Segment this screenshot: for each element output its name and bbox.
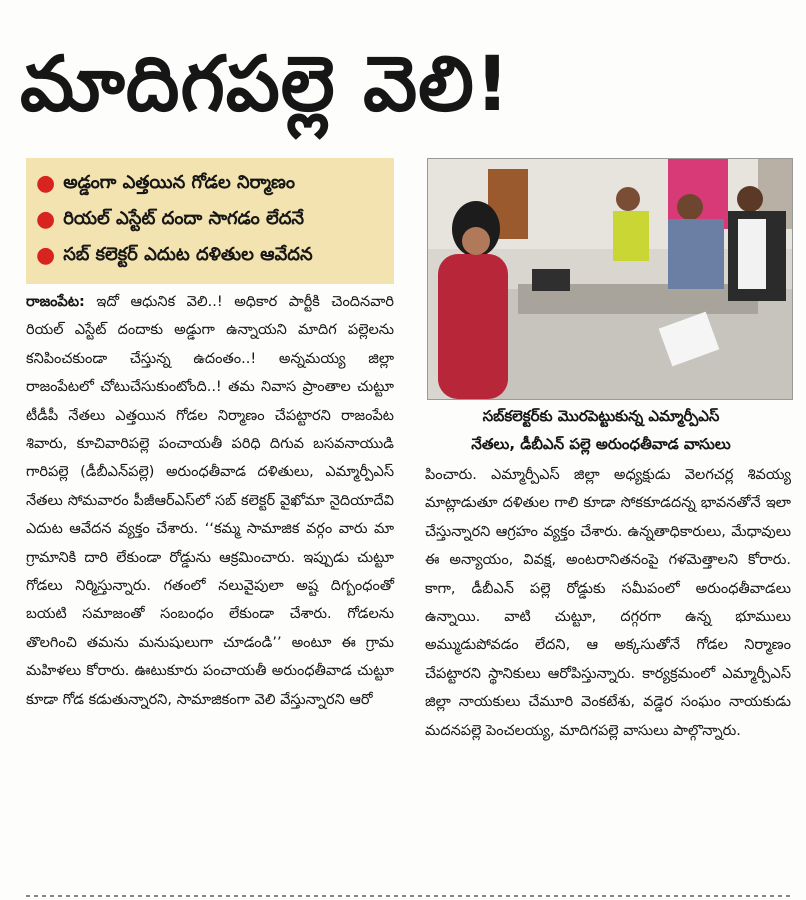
article-column-right xyxy=(425,461,791,745)
article-column-left xyxy=(26,288,394,714)
highlights-box xyxy=(26,158,394,284)
bullet-icon: ● xyxy=(36,207,56,232)
highlight-text: అడ్డంగా ఎత్తయిన గోడల నిర్మాణం xyxy=(63,171,296,193)
photo-caption-line: సబ్‌కలెక్టర్‌కు మొరపెట్టుకున్న ఎమ్మార్పీఎస్ xyxy=(482,407,720,425)
article-text-left: ఇదో ఆధునిక వెలి..! అధికార పార్టీకి చెందినవారి రియల్ ఎస్టేట్ దందాకు అడ్డుగా ఉన్నాయని మాదిగ పల్లెలను కనిపించకుండా చేస్తున్న ఉదంతం..! అన్నమయ్య జిల్లా రాజంపేటలో చోటుచేసుకుంటోంది..! తమ నివాస ప్రాంతాల చుట్టూ టీడీపీ నేతలు ఎత్తయిన గోడల నిర్మాణం చేపట్టారని రాజంపేట శివారు, కూచివారిపల్లె పంచాయతీ పరిధి దిగువ బసవనాయుడి గారిపల్లె (డీబీఎన్‌పల్లె) అరుంధతీవాడ దళితులు, ఎమ్మార్పీఎస్ నేతలు సోమవారం పీజీఆర్‌ఎస్‌లో సబ్ కలెక్టర్ వైఖోమా నైదియాదేవి ఎదుట ఆవేదన వ్యక్తం చేశారు. ‘‘కమ్మ సామాజిక వర్గం వారు మా గ్రామానికి దారి లేకుండా రోడ్డును ఆక్రమించారు. ఇప్పుడు చుట్టూ గోడలు నిర్మిస్తున్నారు. గతంలో నలువైపులా అష్ట దిగ్బంధంతో బయటి సమాజంతో సంబంధం లేకుండా చేశారు. గోడలను తొలగించి తమను మనుషులుగా చూడండి’’ అంటూ ఈ గ్రామ మహిళలు కోరారు. ఊటుకూరు పంచాయతీ అరుంధతీవాడ చుట్టూ కూడా గోడ కడుతున్నారని, సామాజికంగా వెలి వేస్తున్నారని ఆరో xyxy=(26,294,395,708)
article-text-right: పించారు. ఎమ్మార్పీఎస్ జిల్లా అధ్యక్షుడు వెలగచర్ల శివయ్య మాట్లాడుతూ దళితుల గాలి కూడా సోకకూడదన్న భావనతోనే ఇలా చేస్తున్నారని ఆగ్రహం వ్యక్తం చేశారు. ఉన్నతాధికారులు, మేధావులు ఈ అన్యాయం, వివక్ష, అంటరానితనంపై గళమెత్తాలని కోరారు. కాగా, డీబీఎన్ పల్లె రోడ్డుకు సమీపంలో అరుంధతీవాడలు ఉన్నాయి. వాటి చుట్టూ, దగ్గరగా ఉన్న భూములు అమ్ముడుపోవడం లేదని, ఆ అక్కసుతోనే గోడల నిర్మాణం చేపట్టారని స్థానికులు ఆరోపిస్తున్నారు. కార్యక్రమంలో ఎమ్మార్పీఎస్ జిల్లా నాయకులు చేమూరి వెంకటేశు, వడ్డెర సంఘం నాయకుడు మదనపల్లె పెంచలయ్య, మాదిగపల్లె వాసులు పాల్గొన్నారు. xyxy=(425,467,791,739)
bottom-divider xyxy=(26,895,791,897)
photo-caption-line: నేతలు, డీబీఎన్ పల్లె అరుంధతీవాడ వాసులు xyxy=(471,435,731,453)
highlight-item xyxy=(36,202,384,238)
photo-illustration xyxy=(428,159,792,399)
highlight-text: రియల్ ఎస్టేట్ దందా సాగడం లేదనే xyxy=(63,207,305,229)
headline: మాదిగపల్లె వెలి! xyxy=(20,39,511,128)
photo-caption xyxy=(407,398,795,464)
dateline: రాజంపేట: xyxy=(26,294,85,310)
news-photo xyxy=(427,158,793,400)
highlight-text: సబ్ కలెక్టర్ ఎదుట దళితుల ఆవేదన xyxy=(63,243,313,265)
highlight-item xyxy=(36,166,384,202)
bullet-icon: ● xyxy=(36,171,56,196)
highlight-item xyxy=(36,238,384,274)
bullet-icon: ● xyxy=(36,243,56,268)
